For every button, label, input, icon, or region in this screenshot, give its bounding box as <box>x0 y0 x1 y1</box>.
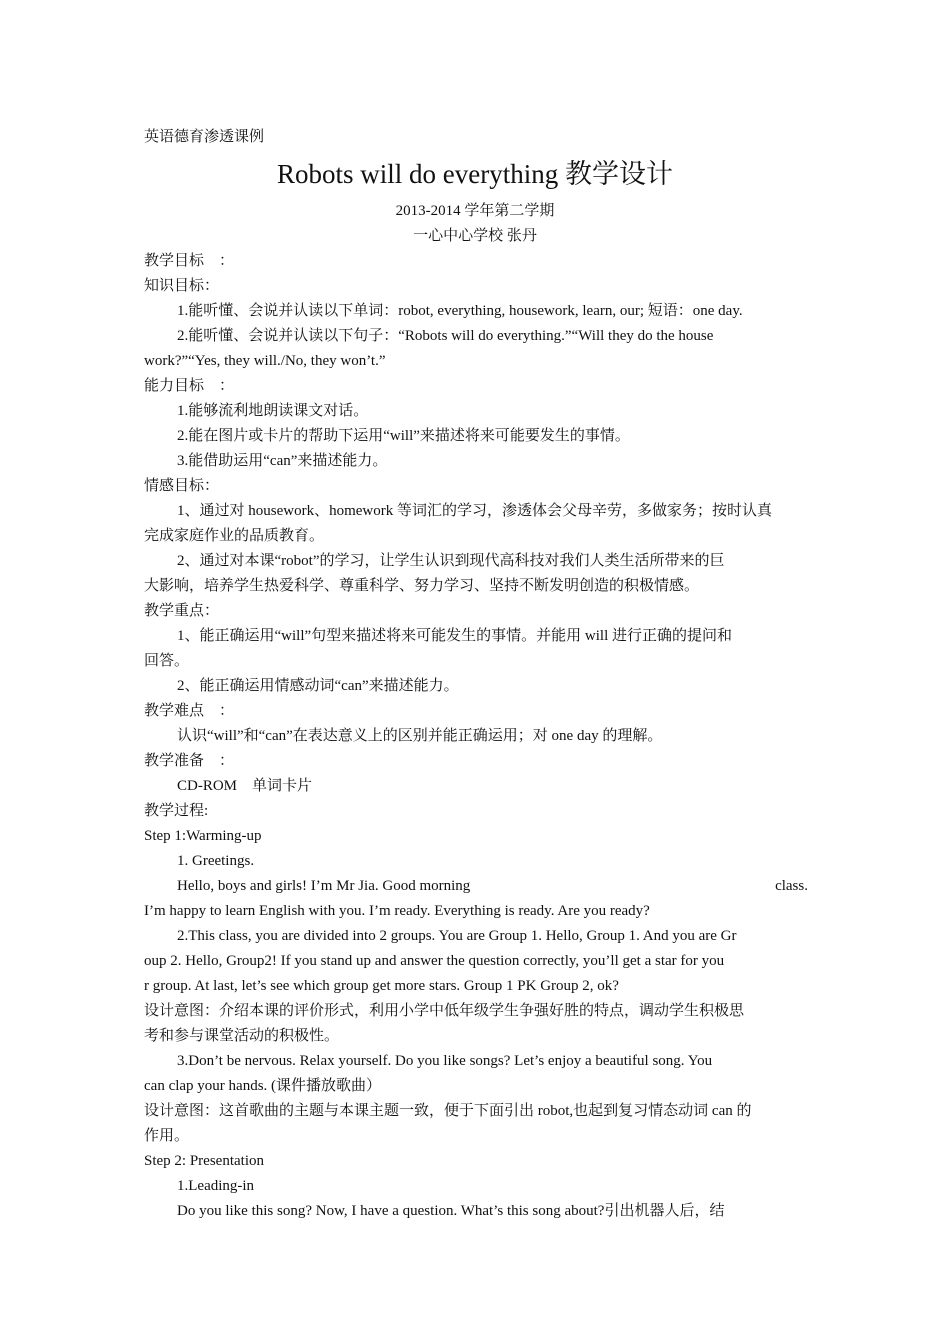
doc-title: Robots will do everything 教学设计 <box>277 159 673 189</box>
text-segment: class. <box>775 878 808 894</box>
text-line: I’m happy to learn English with you. I’m ready. Everything is ready. Are you ready? <box>144 903 650 919</box>
text-line: 1、通过对 housework、homework 等词汇的学习，渗透体会父母辛劳，多做家务；按时认真 <box>177 503 772 519</box>
step-2-heading: Step 2: Presentation <box>144 1153 264 1169</box>
heading-difficulties: 教学难点 ： <box>144 703 235 719</box>
text-line: 作用。 <box>144 1128 190 1144</box>
text-line: 2.能听懂、会说并认读以下句子：“Robots will do everything.”“Will they do the house <box>177 328 714 344</box>
text-line: can clap your hands. (课件播放歌曲） <box>144 1078 382 1094</box>
heading-preparation: 教学准备 ： <box>144 753 235 769</box>
text-line: 2、通过对本课“robot”的学习，让学生认识到现代高科技对我们人类生活所带来的巨 <box>177 553 725 569</box>
heading-teaching-goals: 教学目标 ： <box>144 253 235 269</box>
doc-category: 英语德育渗透课例 <box>144 129 265 145</box>
heading-key-points: 教学重点： <box>144 603 220 619</box>
step-1-heading: Step 1:Warming-up <box>144 828 262 844</box>
text-line: 1、能正确运用“will”句型来描述将来可能发生的事情。并能用 will 进行正确的提问和 <box>177 628 732 644</box>
text-line: CD-ROM 单词卡片 <box>177 778 313 794</box>
text-line: 2、能正确运用情感动词“can”来描述能力。 <box>177 678 459 694</box>
text-line: 3.能借助运用“can”来描述能力。 <box>177 453 388 469</box>
doc-school: 一心中心学校 张丹 <box>413 228 537 244</box>
text-line: 1. Greetings. <box>177 853 255 869</box>
design-intent: 设计意图：这首歌曲的主题与本课主题一致，便于下面引出 robot,也起到复习情态动词 can 的 <box>144 1103 752 1119</box>
text-segment: Hello, boys and girls! I’m Mr Jia. Good morning <box>177 878 471 894</box>
heading-process: 教学过程: <box>144 803 209 819</box>
design-intent: 设计意图：介绍本课的评价形式，利用小学中低年级学生争强好胜的特点，调动学生积极思 <box>144 1003 745 1019</box>
text-line: 大影响，培养学生热爱科学、尊重科学、努力学习、坚持不断发明创造的积极情感。 <box>144 578 700 594</box>
text-line: 完成家庭作业的品质教育。 <box>144 528 325 544</box>
doc-term: 2013-2014 学年第二学期 <box>395 203 555 219</box>
text-line: 3.Don’t be nervous. Relax yourself. Do you like songs? Let’s enjoy a beautiful song. You <box>177 1053 713 1069</box>
text-line: oup 2. Hello, Group2! If you stand up and answer the question correctly, you’ll get a star for you <box>144 953 725 969</box>
text-line: work?”“Yes, they will./No, they won’t.” <box>144 353 386 369</box>
text-line: 认识“will”和“can”在表达意义上的区别并能正确运用；对 one day 的理解。 <box>177 728 663 744</box>
heading-ability-goals: 能力目标 ： <box>144 378 235 394</box>
text-line: 考和参与课堂活动的积极性。 <box>144 1028 340 1044</box>
text-line: 回答。 <box>144 653 190 669</box>
text-line: 1.能够流利地朗读课文对话。 <box>177 403 369 419</box>
text-line <box>177 874 808 899</box>
heading-knowledge-goals: 知识目标： <box>144 278 220 294</box>
text-line: 1.能听懂、会说并认读以下单词：robot, everything, housework, learn, our; 短语：one day. <box>177 303 743 319</box>
text-line: Do you like this song? Now, I have a question. What’s this song about?引出机器人后，结 <box>177 1203 725 1219</box>
text-line: 2.能在图片或卡片的帮助下运用“will”来描述将来可能要发生的事情。 <box>177 428 630 444</box>
text-line: 1.Leading-in <box>177 1178 255 1194</box>
heading-emotional-goals: 情感目标： <box>144 478 220 494</box>
text-line: r group. At last, let’s see which group get more stars. Group 1 PK Group 2, ok? <box>144 978 619 994</box>
text-line: 2.This class, you are divided into 2 groups. You are Group 1. Hello, Group 1. And you are Gr <box>177 928 737 944</box>
